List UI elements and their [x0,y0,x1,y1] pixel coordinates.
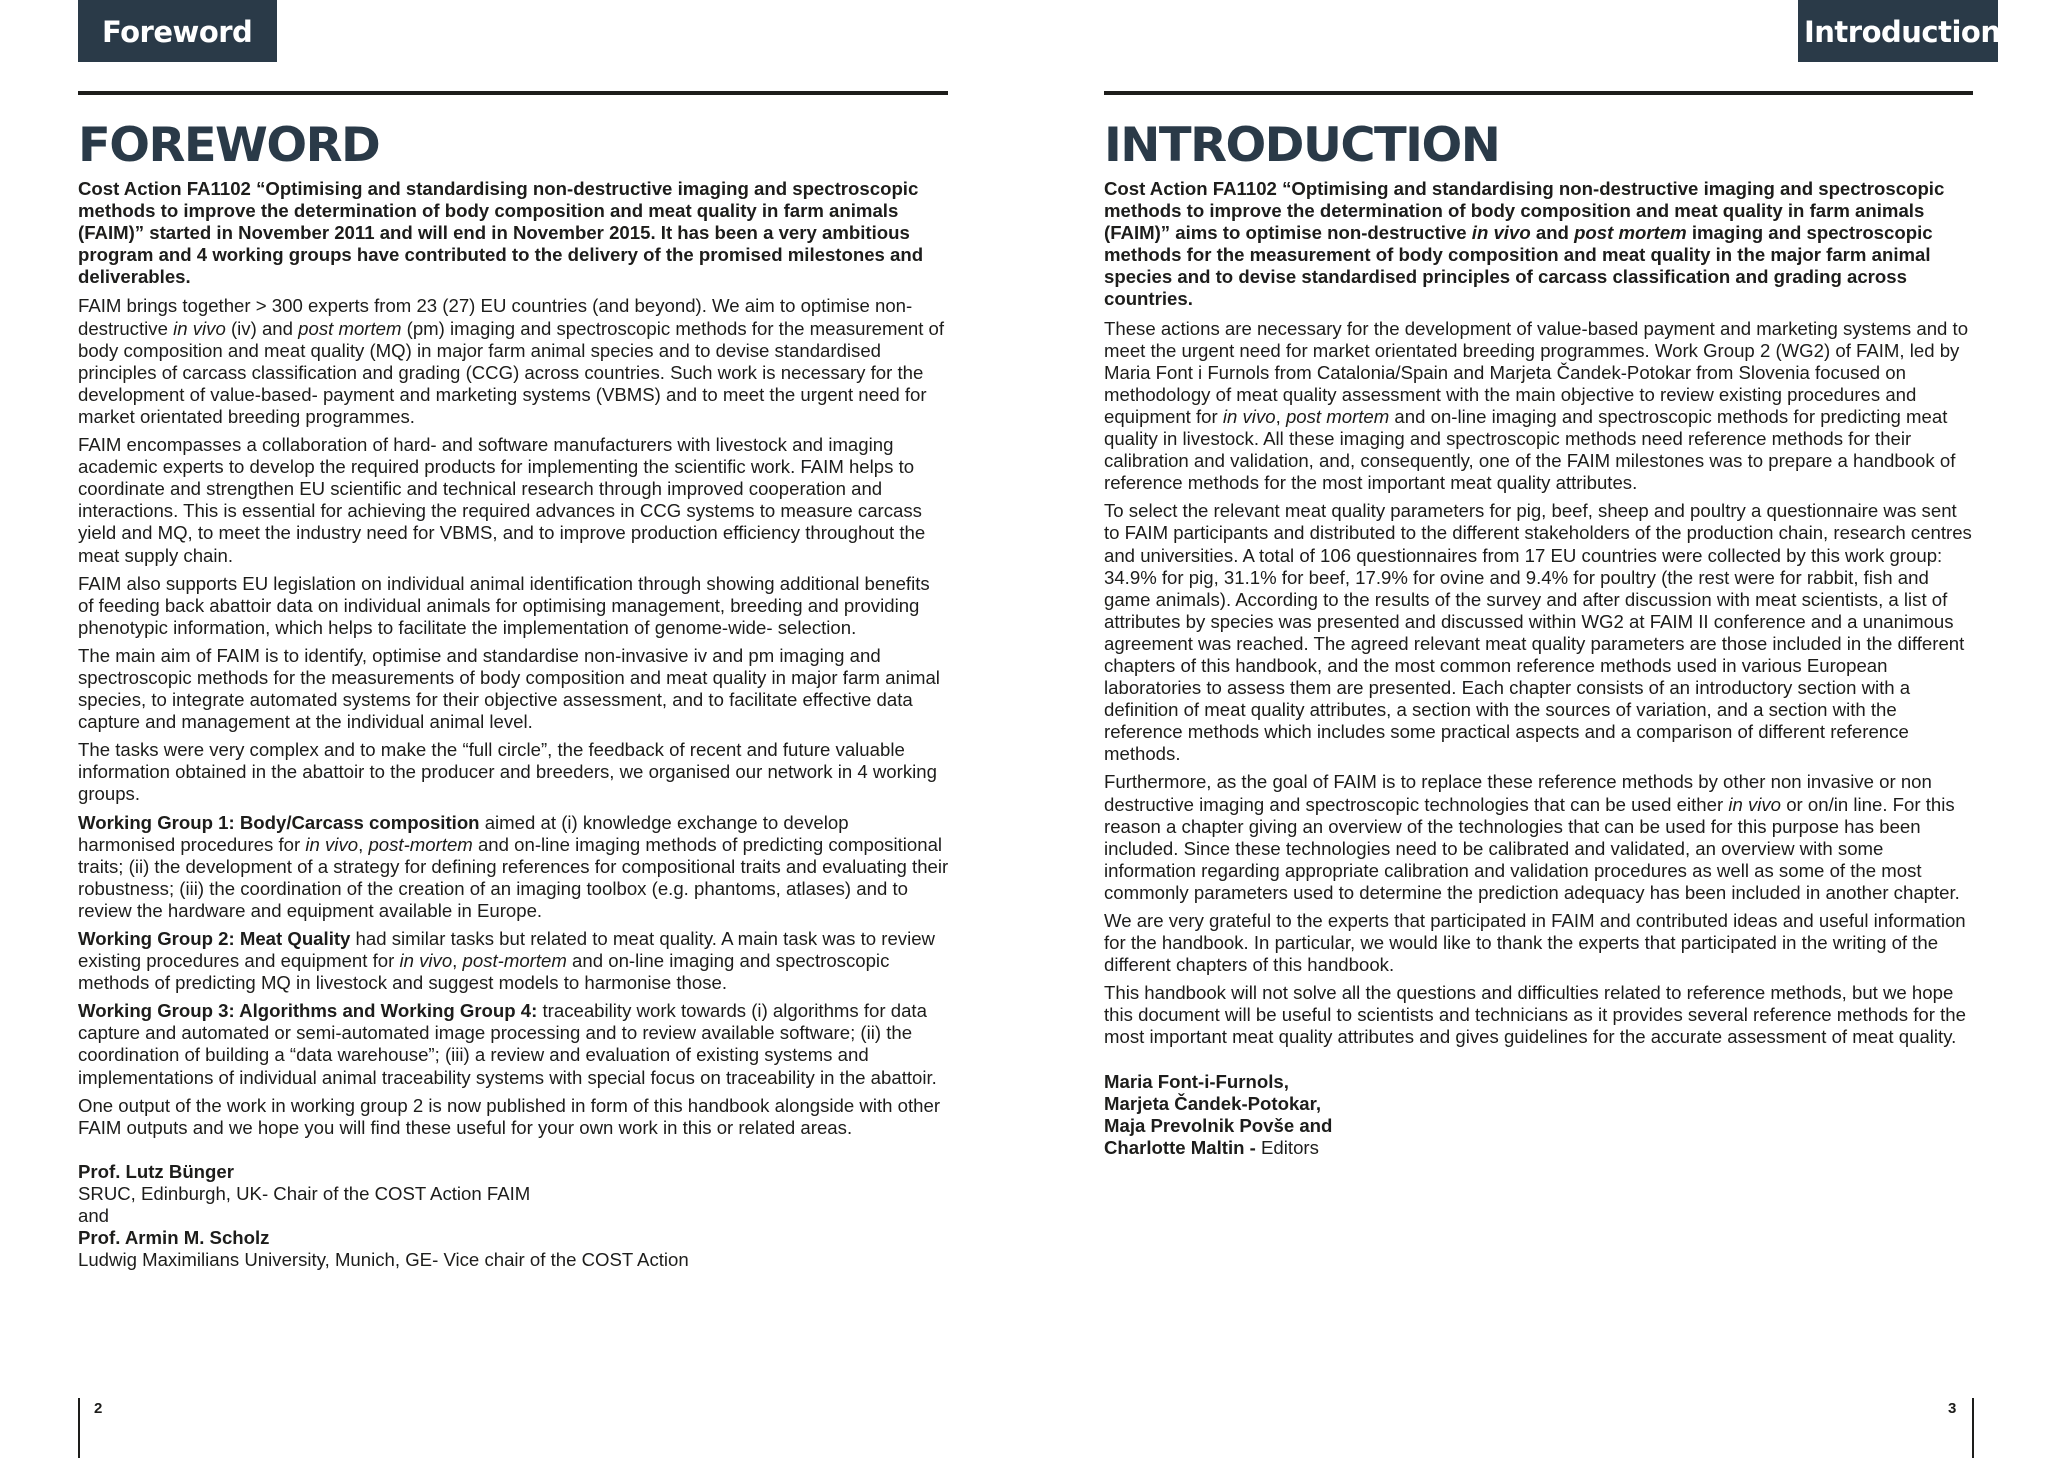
text-run: , [452,950,463,972]
foreword-content [78,118,950,1271]
editor-name: Marjeta Čandek-Potokar, [1104,1092,1321,1114]
paragraph [1104,771,1976,904]
text-run: (iv) and [225,317,299,339]
header-rule [78,91,948,95]
text-run: post-mortem [368,833,473,855]
text-run: aimed at (i) knowledge exchange to develop harmonised procedures for [78,811,849,855]
page-title: INTRODUCTION [1104,118,1500,173]
text-run: , [358,833,369,855]
working-group-1-paragraph [78,812,950,922]
text-run: post mortem [1574,222,1687,244]
paragraph: This handbook will not solve all the questions and difficulties related to reference methods, but we hope this document will be useful to scientists and technicians as it provides several reference methods for the most important meat quality attributes and gives guidelines for the accurate assessment of meat quality. [1104,982,1966,1048]
text-run: or on/in line. For this reason a chapter giving an overview of the technologies that can be used for this purpose has been included. Since these technologies need to be calibrated and validated, an overview with some information regarding appropriate calibration and validation procedures as well as some of the most commonly parameters used to determine the prediction adequacy has been included in another chapter. [1104,793,1960,903]
text-run: Cost Action FA1102 “Optimising and standardising non-destructive imaging and spectroscopic methods to improve the determination of body composition and meat quality in farm animals (FAIM)” aims to optimise non-destructive [1104,178,1945,244]
text-run: and [1530,222,1575,244]
section-tab-foreword: Foreword [78,0,277,62]
signature-conjunction: and [78,1205,110,1227]
page-title: FOREWORD [78,118,380,173]
text-run: These actions are necessary for the development of value-based payment and marketing systems and to meet the urgent need for market orientated breeding programmes. Work Group 2 (WG2) of FAIM, led by Maria Font i Furnols from Catalonia/Spain and Marjeta Čandek-Potokar from Slovenia focused on methodology of meat quality assessment with the main objective to review existing procedures and equipment for [1104,317,1969,427]
text-run: , [1275,405,1286,427]
paragraph: The tasks were very complex and to make the “full circle”, the feedback of recent and future valuable information obtained in the abattoir to the producer and breeders, we organised our network in 4 working groups. [78,739,937,805]
editors-label: Editors [1255,1136,1319,1158]
text-run: Working Group 1: Body/Carcass composition [78,811,480,833]
paragraph [78,295,950,428]
text-run: in vivo [1728,793,1782,815]
editor-name: Charlotte Maltin - [1104,1136,1256,1158]
text-run: post-mortem [462,950,567,972]
text-run: in vivo [1222,405,1276,427]
text-run: in vivo [1471,222,1531,244]
text-run: in vivo [399,950,453,972]
text-run: post mortem [298,317,402,339]
lead-paragraph: Cost Action FA1102 “Optimising and standardising non-destructive imaging and spectroscopic methods to improve the determination of body composition and meat quality in farm animals (FAIM)” started in November 2011 and will end in November 2015. It has been a very ambitious program and 4 working groups have contributed to the delivery of the promised milestones and deliverables. [78,178,924,288]
text-run: in vivo [173,317,226,339]
signatory-role: SRUC, Edinburgh, UK- Chair of the COST Action FAIM [78,1182,531,1204]
section-tab-introduction: Introduction [1798,0,1998,62]
paragraph: The main aim of FAIM is to identify, optimise and standardise non-invasive iv and pm imaging and spectroscopic methods for the measurements of body composition and meat quality in major farm animal species, to integrate automated systems for their objective assessment, and to facilitate effective data capture and management at the individual animal level. [78,644,940,733]
paragraph: FAIM also supports EU legislation on individual animal identification through showing additional benefits of feeding back abattoir data on individual animals for optimising management, breeding and providing phenotypic information, which helps to facilitate the implementation of genome-wide- selection. [78,572,930,638]
text-run: Working Group 2: Meat Quality [78,928,351,949]
page-number: 2 [94,1400,103,1417]
text-run: and on-line imaging and spectroscopic methods for predicting meat quality in livestock. All these imaging and spectroscopic methods need reference methods for their calibration and validation, and, consequently, one of the FAIM milestones was to prepare a handbook of reference methods for the most important meat quality attributes. [1104,405,1956,494]
lead-paragraph [1104,178,1976,311]
text-run: Working Group 3: Algorithms and Working Group 4: [78,1000,538,1022]
editors-block [1104,1071,1976,1159]
signature-block [78,1161,950,1271]
text-run: post mortem [1285,405,1390,427]
signatory-name: Prof. Lutz Bünger [78,1160,234,1182]
header-rule [1104,91,1973,95]
editor-name: Maja Prevolnik Povše and [1104,1114,1333,1136]
text-run: FAIM brings together > 300 experts from 23 (27) EU countries (and beyond). We aim to optimise non-destructive [78,295,913,339]
text-run: had similar tasks but related to meat quality. A main task was to review existing procedures and equipment for [78,928,935,972]
paragraph: We are very grateful to the experts that participated in FAIM and contributed ideas and useful information for the handbook. In particular, we would like to thank the experts that participated in the writing of the different chapters of this handbook. [1104,910,1966,976]
footer-rule [1972,1398,1974,1458]
paragraph: FAIM encompasses a collaboration of hard- and software manufacturers with livestock and imaging academic experts to develop the required products for implementing the scientific work. FAIM helps to coordinate and strengthen EU scientific and technical research through improved cooperation and interactions. This is essential for achieving the required advances in CCG systems to measure carcass yield and MQ, to meet the industry need for VBMS, and to improve production efficiency throughout the meat supply chain. [78,434,926,566]
paragraph: One output of the work in working group 2 is now published in form of this handbook alongside with other FAIM outputs and we hope you will find these useful for your own work in this or related areas. [78,1094,941,1138]
working-group-3-paragraph [78,1000,950,1088]
signatory-name: Prof. Armin M. Scholz [78,1227,270,1249]
introduction-content [1104,118,1976,1159]
editor-name: Maria Font-i-Furnols, [1104,1070,1289,1092]
paragraph [1104,318,1976,495]
signatory-role: Ludwig Maximilians University, Munich, GE- Vice chair of the COST Action [78,1249,689,1271]
paragraph: To select the relevant meat quality parameters for pig, beef, sheep and poultry a questionnaire was sent to FAIM participants and distributed to the different stakeholders of the production chain, research centres and universities. A total of 106 questionnaires from 17 EU countries were collected by this work group: 34.9% for pig, 31.1% for beef, 17.9% for ovine and 9.4% for poultry (the rest were for rabbit, fish and game animals). According to the results of the survey and after discussion with meat scientists, a list of attributes by species was presented and discussed within WG2 at FAIM II conference and a unanimous agreement was reached. The agreed relevant meat quality parameters are those included in the different chapters of this handbook, and the most common reference methods used in various European laboratories to assess them are presented. Each chapter consists of an introductory section with a definition of meat quality attributes, a section with the sources of variation, and a section with the reference methods which includes some practical aspects and a comparison of different reference methods. [1104,500,1972,765]
text-run: imaging and spectroscopic methods for the measurement of body composition and meat quality in the major farm animal species and to devise standardised principles of carcass classification and grading across countries. [1104,222,1933,310]
text-run: traceability work towards (i) algorithms for data capture and automated or semi-automated image processing and to review available software; (ii) the coordination of building a “data warehouse”; (iii) a review and evaluation of existing systems and implementations of individual animal traceability systems with special focus on traceability in the abattoir. [78,1000,937,1088]
text-run: in vivo [305,833,359,855]
text-run: and on-line imaging methods of predicting compositional traits; (ii) the development of a strategy for defining references for compositional traits and evaluating their robustness; (iii) the coordination of the creation of an imaging toolbox (e.g. phantoms, atlases) and to review the hardware and equipment available in Europe. [78,833,949,921]
working-group-2-paragraph [78,928,950,994]
text-run: and on-line imaging and spectroscopic methods of predicting MQ in livestock and suggest models to harmonise those. [78,950,890,994]
text-run: Furthermore, as the goal of FAIM is to replace these reference methods by other non invasive or non destructive imaging and spectroscopic technologies that can be used either [1104,771,1932,815]
page-number: 3 [1948,1400,1957,1417]
editor-line [1104,1137,1976,1159]
right-page [1024,0,2048,1458]
footer-rule [78,1398,80,1458]
text-run: (pm) imaging and spectroscopic methods for the measurement of body composition and meat quality (MQ) in major farm animal species and to devise standardised principles of carcass classification and grading (CCG) across countries. Such work is necessary for the development of value-based- payment and marketing systems (VBMS) and to meet the urgent need for market orientated breeding programmes. [78,317,945,427]
